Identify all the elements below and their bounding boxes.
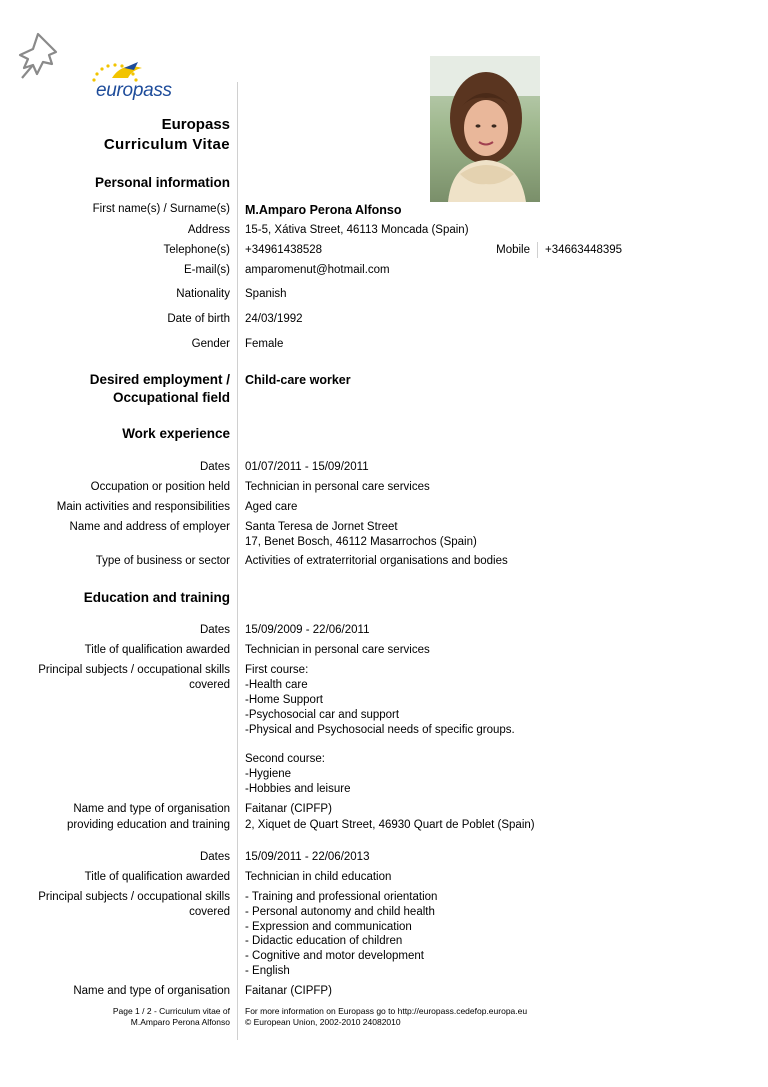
- edu2-title-value: Technician in child education: [245, 871, 392, 883]
- occupation-label: Occupation or position held: [90, 481, 230, 493]
- edu2-subjects-label-line1: Principal subjects / occupational skills: [38, 891, 230, 903]
- nationality-label: Nationality: [176, 288, 230, 300]
- logo-text: europass: [96, 80, 172, 101]
- address-label: Address: [187, 224, 230, 236]
- footer-left-line1: Page 1 / 2 - Curriculum vitae of: [112, 1006, 230, 1016]
- footer-left-line2: M.Amparo Perona Alfonso: [130, 1017, 230, 1027]
- edu2-subject-item: - Training and professional orientation: [245, 891, 438, 903]
- edu1-subject-item: Second course:: [245, 753, 325, 765]
- telephone-label: Telephone(s): [163, 244, 230, 256]
- doc-title-europass: Europass: [161, 116, 230, 133]
- footer-page-info: [113, 1006, 230, 1028]
- employer-label: Name and address of employer: [69, 521, 230, 533]
- column-divider: [237, 82, 238, 1040]
- edu2-subject-item: - English: [245, 965, 290, 977]
- edu1-org-line2: 2, Xiquet de Quart Street, 46930 Quart de Poblet (Spain): [245, 819, 535, 831]
- edu2-subject-item: - Personal autonomy and child health: [245, 906, 435, 918]
- edu1-subject-item: -Hygiene: [245, 768, 292, 780]
- edu2-subject-item: - Didactic education of children: [245, 935, 403, 947]
- footer-right-line1[interactable]: For more information on Europass go to http://europass.cedefop.europa.eu: [245, 1006, 528, 1016]
- name-label: First name(s) / Surname(s): [92, 203, 230, 215]
- business-value: Activities of extraterritorial organisations and bodies: [245, 555, 508, 567]
- mobile-label: Mobile: [496, 244, 530, 256]
- europass-logo: [84, 58, 184, 108]
- employer-line2: 17, Benet Bosch, 46112 Masarrochos (Spain): [245, 536, 477, 548]
- desired-employment-value: Child-care worker: [245, 373, 351, 387]
- edu2-dates-value: 15/09/2011 - 22/06/2013: [245, 851, 370, 863]
- edu1-title-label: Title of qualification awarded: [84, 644, 230, 656]
- edu2-title-label: Title of qualification awarded: [84, 871, 230, 883]
- edu2-subjects-label-line2: covered: [189, 906, 230, 918]
- work-dates-value: 01/07/2011 - 15/09/2011: [245, 461, 369, 473]
- edu1-org-label-line1: Name and type of organisation: [73, 803, 230, 815]
- activities-value: Aged care: [245, 501, 298, 513]
- activities-label: Main activities and responsibilities: [56, 501, 230, 513]
- business-label: Type of business or sector: [95, 555, 230, 567]
- edu1-title-value: Technician in personal care services: [245, 644, 430, 656]
- edu1-org-line1: Faitanar (CIPFP): [245, 803, 332, 815]
- email-value[interactable]: amparomenut@hotmail.com: [245, 264, 390, 276]
- nationality-value: Spanish: [245, 288, 287, 300]
- section-work-experience: Work experience: [122, 426, 230, 441]
- address-value: 15-5, Xátiva Street, 46113 Moncada (Spain): [245, 224, 469, 236]
- edu2-org-label: Name and type of organisation: [73, 985, 230, 997]
- edu1-subject-item: -Home Support: [245, 694, 323, 706]
- edu1-subjects-label-line2: covered: [189, 679, 230, 691]
- dob-value: 24/03/1992: [245, 313, 303, 325]
- work-dates-label: Dates: [199, 461, 230, 473]
- edu1-subject-item: -Health care: [245, 679, 308, 691]
- edu1-subject-item: First course:: [245, 664, 309, 676]
- edu1-subject-item: -Physical and Psychosocial needs of specific groups.: [245, 724, 515, 736]
- mobile-divider: [537, 242, 538, 258]
- edu1-subject-item: -Hobbies and leisure: [245, 783, 351, 795]
- mobile-value: +34663448395: [545, 244, 623, 256]
- occupation-value: Technician in personal care services: [245, 481, 430, 493]
- footer-right-line2: © European Union, 2002-2010 24082010: [245, 1017, 401, 1027]
- edu2-dates-label: Dates: [199, 851, 230, 863]
- doc-title-cv: Curriculum Vitae: [103, 136, 230, 153]
- edu1-org-label-line2: providing education and training: [66, 819, 230, 831]
- section-personal-information: Personal information: [94, 175, 230, 190]
- edu2-subject-item: - Expression and communication: [245, 921, 412, 933]
- footer-europass-info: [245, 1006, 527, 1028]
- edu2-org-value: Faitanar (CIPFP): [245, 985, 332, 997]
- section-education-training: Education and training: [83, 590, 230, 605]
- telephone-value: +34961438528: [245, 244, 323, 256]
- occupational-field-label: Occupational field: [112, 390, 230, 405]
- edu1-dates-label: Dates: [199, 624, 230, 636]
- employer-line1: Santa Teresa de Jornet Street: [245, 521, 398, 533]
- edu1-subject-item: -Psychosocial car and support: [245, 709, 400, 721]
- gender-value: Female: [245, 338, 284, 350]
- gender-label: Gender: [191, 338, 230, 350]
- dob-label: Date of birth: [167, 313, 230, 325]
- email-label: E-mail(s): [184, 264, 230, 276]
- desired-employment-label: Desired employment /: [89, 372, 230, 387]
- profile-photo: [430, 56, 540, 202]
- edu2-subject-item: - Cognitive and motor development: [245, 950, 424, 962]
- name-value: M.Amparo Perona Alfonso: [245, 203, 402, 217]
- edu1-subjects-label-line1: Principal subjects / occupational skills: [38, 664, 230, 676]
- pin-icon: [16, 28, 72, 84]
- edu1-dates-value: 15/09/2009 - 22/06/2011: [245, 624, 370, 636]
